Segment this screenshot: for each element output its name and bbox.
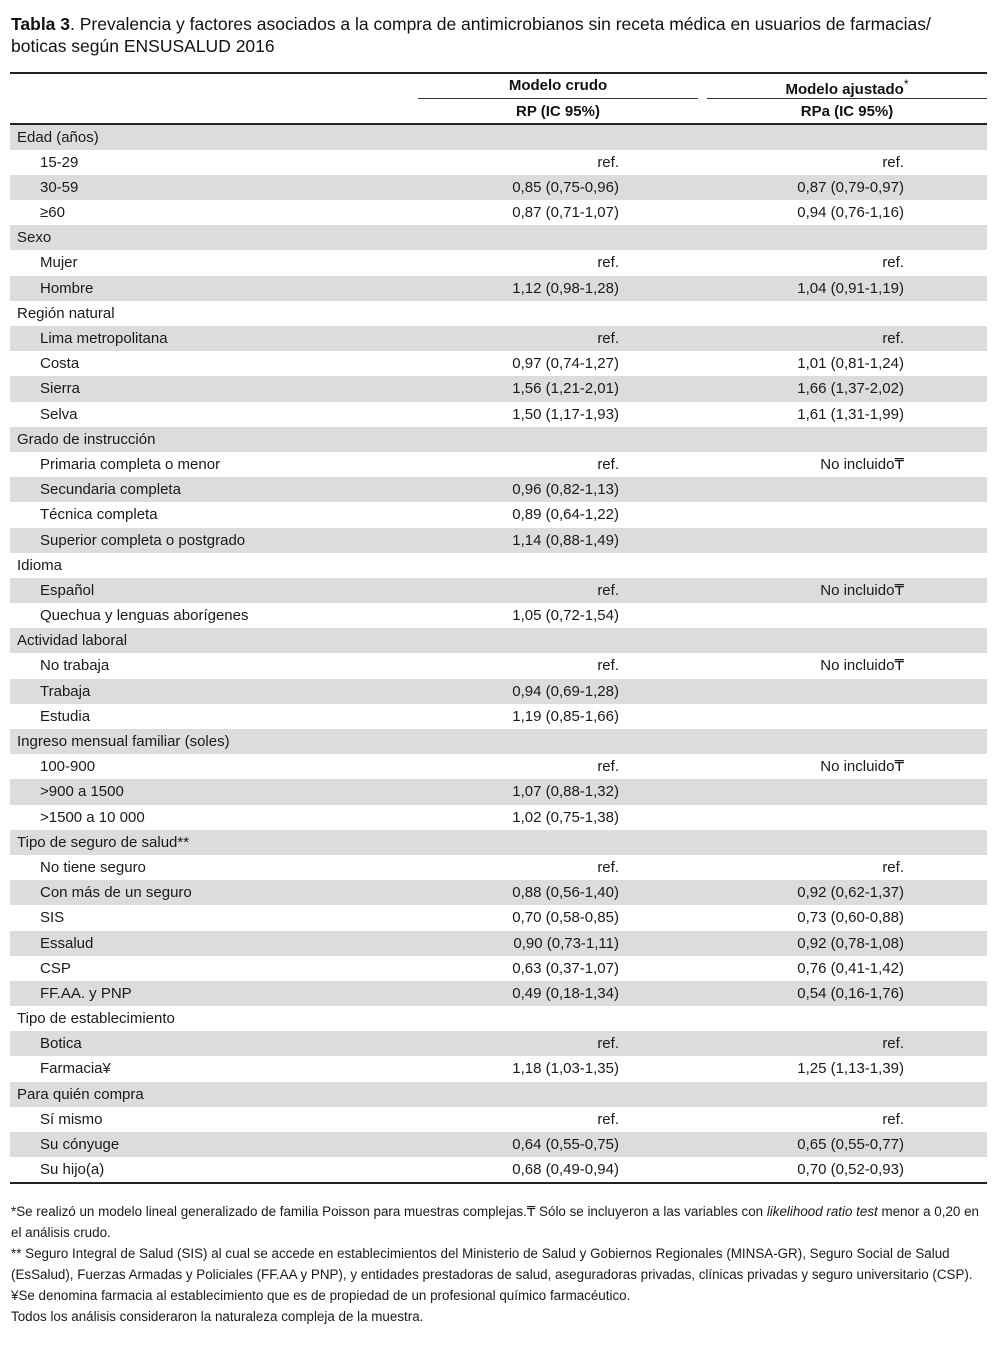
group-row	[10, 301, 987, 326]
crude-model-underline	[418, 98, 698, 99]
crude-value: 1,19 (0,85-1,66)	[512, 707, 619, 725]
table-row	[10, 855, 987, 880]
adjusted-value: No incluido₸	[820, 657, 904, 675]
row-label: Farmacia¥	[40, 1060, 111, 1078]
note-2: ** Seguro Integral de Salud (SIS) al cual se accede en establecimientos del Ministerio de Salud y Gobiernos Regionales (MINSA-GR), Seguro Social de Salud (EsSalud), Fuerzas Armadas y Policiales (FF.AA y PNP), y entidades prestadoras de salud, aseguradoras privadas, clínicas privadas y seguro universitario (CSP).	[11, 1246, 973, 1282]
crude-value: ref.	[597, 581, 619, 599]
table-row	[10, 402, 987, 427]
group-label: Grado de instrucción	[17, 430, 156, 448]
row-label: >1500 a 10 000	[40, 808, 145, 826]
table-row	[10, 653, 987, 678]
group-row	[10, 1006, 987, 1031]
crude-value: ref.	[597, 254, 619, 272]
table-row	[10, 1056, 987, 1081]
adjusted-value: No incluido₸	[820, 758, 904, 776]
row-label: Secundaria completa	[40, 481, 181, 499]
table-row	[10, 250, 987, 275]
row-label: Superior completa o postgrado	[40, 531, 246, 549]
table-row	[10, 276, 987, 301]
row-label: Su cónyuge	[40, 1136, 120, 1153]
group-label: Tipo de establecimiento	[17, 1010, 175, 1028]
group-row	[10, 1082, 987, 1107]
group-label: Edad (años)	[17, 128, 99, 146]
row-label: Hombre	[40, 279, 94, 297]
group-label: Ingreso mensual familiar (soles)	[17, 733, 230, 750]
adjusted-value: 0,54 (0,16-1,76)	[797, 984, 904, 1002]
note-4: Todos los análisis consideraron la naturaleza compleja de la muestra.	[11, 1309, 424, 1324]
row-label: Costa	[40, 355, 80, 373]
table-row	[10, 1031, 987, 1056]
row-label: Sí mismo	[40, 1110, 103, 1128]
crude-value: 0,94 (0,69-1,28)	[512, 682, 619, 700]
group-row	[10, 830, 987, 855]
table-row	[10, 880, 987, 905]
crude-value: 0,89 (0,64-1,22)	[512, 506, 619, 524]
crude-value: 0,49 (0,18-1,34)	[512, 984, 619, 1002]
table-row	[10, 150, 987, 175]
row-label: Técnica completa	[40, 506, 158, 524]
crude-value: 1,18 (1,03-1,35)	[512, 1060, 619, 1078]
table-row	[10, 578, 987, 603]
adjusted-value: 0,92 (0,78-1,08)	[797, 934, 904, 952]
crude-value: ref.	[597, 455, 619, 473]
row-label: >900 a 1500	[40, 783, 124, 801]
table-row	[10, 528, 987, 553]
adjusted-value: No incluido₸	[820, 455, 904, 473]
table-row	[10, 779, 987, 804]
row-label: Español	[40, 581, 95, 599]
crude-value: 1,07 (0,88-1,32)	[512, 783, 619, 801]
row-label: No tiene seguro	[40, 858, 146, 876]
crude-value: 1,50 (1,17-1,93)	[512, 405, 619, 423]
row-label: Mujer	[40, 254, 78, 272]
group-row	[10, 225, 987, 250]
table-row	[10, 376, 987, 401]
crude-value: 0,68 (0,49-0,94)	[512, 1161, 619, 1179]
group-label: Actividad laboral	[17, 632, 128, 650]
table-row	[10, 200, 987, 225]
group-row	[10, 628, 987, 653]
row-label: ≥60	[40, 204, 65, 222]
group-label: Para quién compra	[17, 1085, 144, 1103]
rpa-column-header: RPa (IC 95%)	[800, 103, 894, 120]
crude-value: 0,63 (0,37-1,07)	[512, 959, 619, 977]
crude-value: ref.	[597, 758, 619, 776]
table-row	[10, 1107, 987, 1132]
note-3: ¥Se denomina farmacia al establecimiento que es de propiedad de un profesional químico farmacéutico.	[11, 1288, 631, 1303]
adjusted-value: ref.	[882, 153, 904, 171]
group-row	[10, 553, 987, 578]
adjusted-value: ref.	[882, 1035, 904, 1053]
crude-value: 0,90 (0,73-1,11)	[513, 934, 619, 952]
top-rule	[10, 72, 987, 74]
crude-model-header: Modelo crudo	[508, 77, 608, 94]
row-label: Primaria completa o menor	[40, 455, 221, 473]
crude-value: 0,85 (0,75-0,96)	[512, 178, 619, 196]
adjusted-value: 0,65 (0,55-0,77)	[797, 1136, 904, 1153]
table-row	[10, 905, 987, 930]
row-label: Estudia	[40, 707, 91, 725]
crude-value: 0,64 (0,55-0,75)	[512, 1136, 619, 1153]
caption-text: . Prevalencia y factores asociados a la compra de antimicrobianos sin receta médica en usuarios de farmacias/ boticas según ENSUSALUD 2016	[11, 14, 931, 56]
bottom-rule	[10, 1182, 987, 1184]
crude-value: 0,97 (0,74-1,27)	[512, 355, 619, 373]
table-row	[10, 477, 987, 502]
crude-value: 0,87 (0,71-1,07)	[512, 204, 619, 222]
table-row	[10, 931, 987, 956]
adjusted-value: 1,61 (1,31-1,99)	[797, 405, 904, 423]
crude-value: ref.	[597, 858, 619, 876]
group-label: Región natural	[17, 304, 115, 322]
row-label: CSP	[40, 959, 71, 977]
adjusted-value: ref.	[882, 254, 904, 272]
note-1-text-a: *Se realizó un modelo lineal generalizado de familia Poisson para muestras complejas.₸ Sólo se incluyeron a las variables con	[11, 1204, 767, 1219]
crude-value: 1,14 (0,88-1,49)	[512, 531, 619, 549]
adjusted-value: 1,66 (1,37-2,02)	[797, 380, 904, 398]
group-label: Sexo	[17, 229, 52, 247]
crude-value: ref.	[597, 330, 619, 347]
crude-value: 1,05 (0,72-1,54)	[512, 607, 619, 625]
group-row	[10, 427, 987, 452]
table-row	[10, 981, 987, 1006]
note-1	[11, 1201, 989, 1243]
group-row	[10, 729, 987, 754]
adjusted-model-label: Modelo ajustado	[785, 81, 904, 98]
adjusted-model-underline	[707, 98, 987, 99]
row-label: Botica	[40, 1035, 82, 1053]
row-label: 15-29	[40, 153, 79, 171]
row-label: No trabaja	[40, 657, 110, 675]
crude-value: ref.	[597, 1110, 619, 1128]
row-label: 100-900	[40, 758, 96, 776]
row-label: SIS	[40, 909, 65, 927]
crude-value: 1,02 (0,75-1,38)	[512, 808, 619, 826]
adjusted-model-header	[707, 77, 987, 98]
adjusted-value: 0,92 (0,62-1,37)	[797, 884, 904, 902]
table-row	[10, 603, 987, 628]
row-label: Essalud	[40, 934, 94, 952]
adjusted-value: ref.	[882, 330, 904, 347]
table-row	[10, 1157, 987, 1182]
table-row	[10, 1132, 987, 1157]
note-1-text-b: menor a 0,20 en el análisis crudo.	[11, 1204, 979, 1240]
table-row	[10, 452, 987, 477]
row-label: Quechua y lenguas aborígenes	[40, 607, 249, 625]
table-row	[10, 679, 987, 704]
note-1-italic: likelihood ratio test	[766, 1204, 878, 1219]
adjusted-value: 0,76 (0,41-1,42)	[797, 959, 904, 977]
table-body	[10, 125, 987, 1183]
adjusted-value: 0,94 (0,76-1,16)	[797, 204, 904, 222]
crude-value: ref.	[597, 153, 619, 171]
adjusted-value: 1,01 (0,81-1,24)	[797, 355, 904, 373]
crude-value: 0,96 (0,82-1,13)	[512, 481, 619, 499]
table-row	[10, 351, 987, 376]
table-row	[10, 805, 987, 830]
row-label: Lima metropolitana	[40, 330, 168, 347]
table-row	[10, 326, 987, 351]
table-row	[10, 704, 987, 729]
table-notes	[11, 1201, 989, 1327]
table-row	[10, 175, 987, 200]
table-row	[10, 502, 987, 527]
row-label: 30-59	[40, 178, 79, 196]
group-label: Idioma	[17, 556, 63, 574]
row-label: Selva	[40, 405, 78, 423]
crude-value: ref.	[597, 1035, 619, 1053]
crude-value: 0,88 (0,56-1,40)	[512, 884, 619, 902]
table-row	[10, 754, 987, 779]
adjusted-value: ref.	[882, 1110, 904, 1128]
row-label: FF.AA. y PNP	[40, 984, 132, 1002]
adjusted-value: No incluido₸	[820, 581, 904, 599]
rp-column-header: RP (IC 95%)	[516, 103, 600, 120]
table-caption	[11, 13, 991, 57]
group-label: Tipo de seguro de salud**	[17, 833, 190, 851]
row-label: Su hijo(a)	[40, 1161, 105, 1179]
adjusted-model-mark: *	[903, 77, 909, 91]
row-label: Sierra	[40, 380, 81, 398]
row-label: Con más de un seguro	[40, 884, 192, 902]
crude-value: 1,56 (1,21-2,01)	[512, 380, 619, 398]
adjusted-value: 0,73 (0,60-0,88)	[797, 909, 904, 927]
table-row	[10, 956, 987, 981]
adjusted-value: 0,70 (0,52-0,93)	[797, 1161, 904, 1179]
adjusted-value: 1,04 (0,91-1,19)	[797, 279, 904, 297]
adjusted-value: 1,25 (1,13-1,39)	[797, 1060, 904, 1078]
adjusted-value: ref.	[882, 858, 904, 876]
caption-label: Tabla 3	[11, 14, 71, 34]
group-row	[10, 125, 987, 150]
crude-value: 0,70 (0,58-0,85)	[512, 909, 619, 927]
crude-value: ref.	[597, 657, 619, 675]
adjusted-value: 0,87 (0,79-0,97)	[797, 178, 904, 196]
crude-value: 1,12 (0,98-1,28)	[512, 279, 619, 297]
row-label: Trabaja	[40, 682, 91, 700]
